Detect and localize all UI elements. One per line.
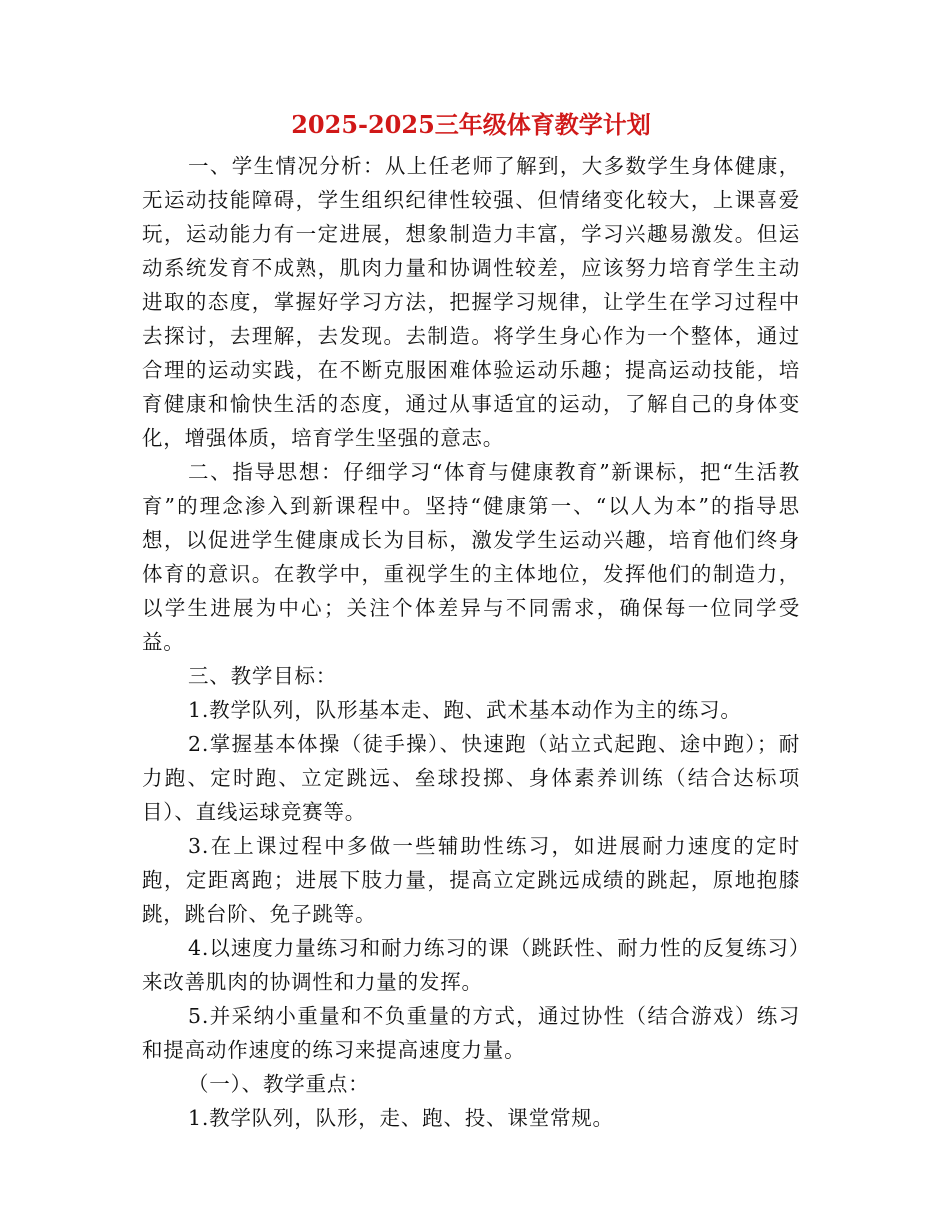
document-title: 2025-2025三年级体育教学计划 [291, 110, 651, 139]
goal-item-1: 1.教学队列，队形基本走、跑、武术基本动作为主的练习。 [188, 698, 742, 722]
goal-item-5: 5.并采纳小重量和不负重量的方式，通过协性（结合游戏）练习和提高动作速度的练习来提高速度力量。 [142, 1004, 800, 1062]
goal-item-2: 2.掌握基本体操（徒手操）、快速跑（站立式起跑、途中跑）；耐力跑、定时跑、立定跳远、垒球投掷、身体素养训练（结合达标项目）、直线运球竞赛等。 [142, 732, 800, 824]
focus-item-1: 1.教学队列，队形，走、跑、投、课堂常规。 [188, 1106, 614, 1130]
paragraph-guiding-thought: 二、指导思想：仔细学习“体育与健康教育”新课标，把“生活教育”的理念渗入到新课程中。坚持“健康第一、“以人为本”的指导思想，以促进学生健康成长为目标，激发学生运动兴趣，培育他们终身体育的意识。在教学中，重视学生的主体地位，发挥他们的制造力，以学生进展为中心；关注个体差异与不同需求，确保每一位同学受益。 [142, 460, 800, 654]
paragraph-student-analysis: 一、学生情况分析：从上任老师了解到，大多数学生身体健康，无运动技能障碍，学生组织纪律性较强、但情绪变化较大，上课喜爱玩，运动能力有一定进展，想象制造力丰富，学习兴趣易激发。但运动系统发育不成熟，肌肉力量和协调性较差，应该努力培育学生主动进取的态度，掌握好学习方法，把握学习规律，让学生在学习过程中去探讨，去理解，去发现。去制造。将学生身心作为一个整体，通过合理的运动实践，在不断克服困难体验运动乐趣；提高运动技能，培育健康和愉快生活的态度，通过从事适宜的运动，了解自己的身体变化，增强体质，培育学生坚强的意志。 [142, 154, 800, 450]
heading-teaching-goals: 三、教学目标： [188, 664, 338, 688]
goal-item-4: 4.以速度力量练习和耐力练习的课（跳跃性、耐力性的反复练习）来改善肌肉的协调性和力量的发挥。 [142, 936, 800, 994]
heading-teaching-focus: （一）、教学重点： [188, 1072, 370, 1096]
goal-item-3: 3.在上课过程中多做一些辅助性练习，如进展耐力速度的定时跑，定距离跑；进展下肢力量，提高立定跳远成绩的跳起，原地抱膝跳，跳台阶、免子跳等。 [142, 834, 800, 926]
